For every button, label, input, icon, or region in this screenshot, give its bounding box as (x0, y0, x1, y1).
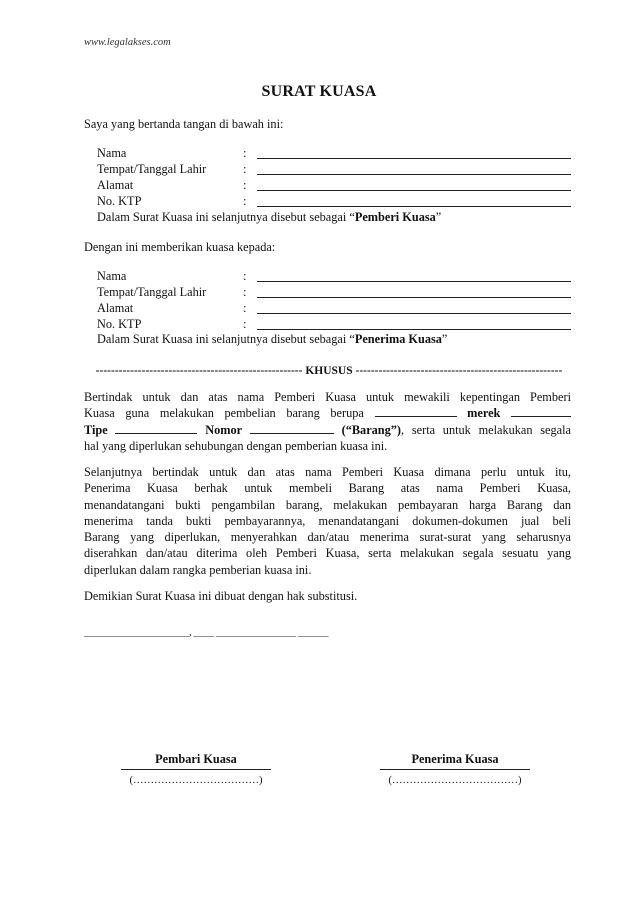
para2-line: Penerima Kuasa berhak untuk membeli Barang atas nama Pemberi Kuasa, (84, 481, 571, 496)
pemberi-note-bold: Pemberi Kuasa (354, 210, 436, 224)
penerima-nama-field[interactable] (257, 281, 571, 282)
tipe-blank[interactable] (115, 422, 197, 434)
colon: : (243, 162, 247, 176)
penerima-ttl-field[interactable] (257, 297, 571, 298)
penerima-note-bold: Penerima Kuasa (354, 332, 442, 346)
signature-pemberi (121, 752, 271, 786)
barang-blank[interactable] (375, 405, 457, 417)
website-header: www.legalakses.com (84, 37, 171, 48)
penerima-ktp-field[interactable] (257, 329, 571, 330)
colon: : (243, 285, 247, 299)
pemberi-ktp-field[interactable] (257, 206, 571, 207)
penerima-nama-label: Nama (97, 269, 127, 283)
place-date-line[interactable]: _____________________, ____ ________________ ______ (84, 626, 328, 638)
signature-pemberi-name[interactable]: (………………………………) (129, 775, 263, 786)
document-title: SURAT KUASA (261, 83, 377, 100)
colon: : (243, 194, 247, 208)
para2-line: diperlukan dalam rangka pemberian kuasa ini. (84, 562, 312, 577)
pemberi-alamat-field[interactable] (257, 190, 571, 191)
pemberi-nama-field[interactable] (257, 158, 571, 159)
paragraph-1 (84, 389, 571, 454)
para2-line: menandatangani bukti pengambilan barang, melakukan pembayaran harga Barang dan (84, 497, 571, 512)
penerima-note-prefix: Dalam Surat Kuasa ini selanjutnya disebut sebagai “ (97, 332, 355, 346)
colon: : (243, 317, 247, 331)
pemberi-ktp-label: No. KTP (97, 194, 142, 208)
intro-text: Saya yang bertanda tangan di bawah ini: (84, 117, 284, 131)
paragraph-2 (84, 464, 571, 578)
para1-line4: hal yang diperlukan sehubungan dengan pemberian kuasa ini. (84, 438, 388, 453)
tipe-label: Tipe (84, 422, 108, 437)
penerima-ttl-label: Tempat/Tanggal Lahir (97, 285, 207, 299)
pemberi-ttl-field[interactable] (257, 174, 571, 175)
colon: : (243, 146, 247, 160)
para1-text: , serta untuk melakukan segala (401, 422, 571, 437)
merek-label: merek (467, 406, 501, 421)
colon: : (243, 269, 247, 283)
pemberi-note-prefix: Dalam Surat Kuasa ini selanjutnya disebut sebagai “ (97, 210, 355, 224)
kepada-text: Dengan ini memberikan kuasa kepada: (84, 240, 276, 254)
para1-line3 (84, 422, 571, 438)
signature-penerima (380, 752, 530, 786)
signature-penerima-title: Penerima Kuasa (380, 752, 530, 770)
merek-blank[interactable] (511, 405, 571, 417)
para2-line: Selanjutnya bertindak untuk dan atas nama Pemberi Kuasa dimana perlu untuk itu, (84, 465, 571, 479)
pemberi-note (97, 210, 441, 225)
penerima-note-suffix: ” (441, 332, 448, 346)
pemberi-note-suffix: ” (435, 210, 442, 224)
pemberi-ttl-label: Tempat/Tanggal Lahir (97, 162, 207, 176)
penerima-note (97, 332, 447, 347)
para2-line: menerima tanda bukti pembayarannya, menandatangani dokumen-dokumen jual beli (84, 513, 571, 528)
para2-line: diserahkan dan/atau diterima oleh Pemberi Kuasa, serta melakukan segala sesuatu yang (84, 546, 571, 561)
signature-penerima-name[interactable]: (………………………………) (388, 775, 522, 786)
para1-text: Kuasa guna melakukan pembelian barang berupa (84, 406, 364, 421)
penerima-ktp-label: No. KTP (97, 317, 142, 331)
closing-text: Demikian Surat Kuasa ini dibuat dengan hak substitusi. (84, 589, 358, 603)
para1-line2 (84, 405, 571, 421)
para2-line: Barang yang diperlukan, menyerahkan dan/atau menerima surat-surat yang seharusnya (84, 530, 571, 545)
barang-label: (“Barang”) (341, 422, 402, 437)
signature-pemberi-title: Pembari Kuasa (121, 752, 271, 770)
nomor-label: Nomor (205, 422, 243, 437)
khusus-separator: ------------------------------------------------------ KHUSUS ------------------------------------------------------ (95, 365, 563, 377)
pemberi-nama-label: Nama (97, 146, 127, 160)
penerima-alamat-field[interactable] (257, 313, 571, 314)
colon: : (243, 301, 247, 315)
colon: : (243, 178, 247, 192)
para1-line1: Bertindak untuk dan atas nama Pemberi Kuasa untuk mewakili kepentingan Pemberi (84, 390, 571, 404)
pemberi-alamat-label: Alamat (97, 178, 134, 192)
penerima-alamat-label: Alamat (97, 301, 134, 315)
nomor-blank[interactable] (250, 422, 334, 434)
